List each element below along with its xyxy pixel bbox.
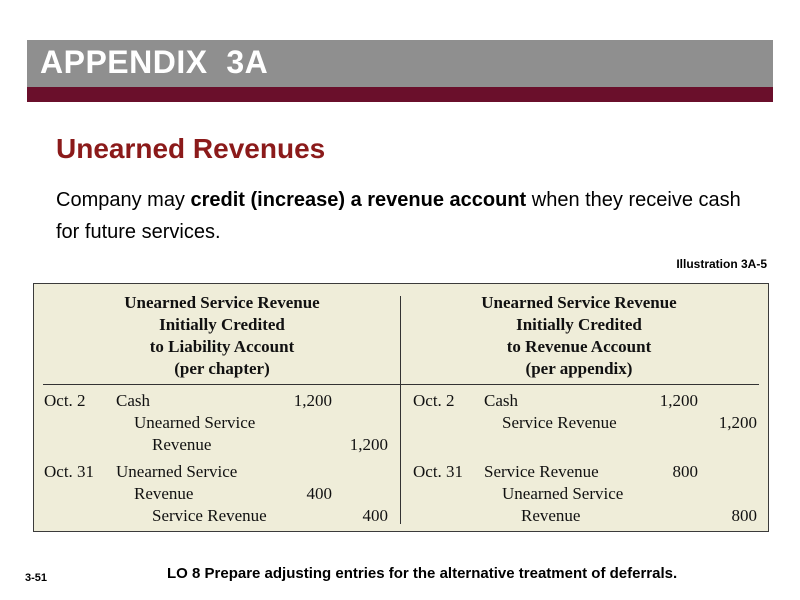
section-title: Unearned Revenues [56, 133, 326, 164]
banner-number: 3A [226, 44, 269, 80]
horizontal-divider [43, 384, 759, 385]
intro-paragraph [56, 184, 746, 248]
page-number: 3-51 [25, 572, 48, 584]
left-entry2-debit-line1: Unearned Service [116, 462, 238, 481]
intro-text-after: when they receive cash for future services. [56, 189, 741, 243]
right-header-line: (per appendix) [525, 359, 633, 378]
journal-illustration [33, 283, 769, 532]
right-entry2-credit-line1: Unearned Service [502, 484, 624, 503]
left-entry1-debit-account: Cash [116, 391, 150, 410]
right-header-line: Unearned Service Revenue [481, 293, 677, 312]
left-entry2-debit-amount: 400 [306, 484, 332, 503]
intro-text-before: Company may [56, 189, 191, 211]
left-entry1-debit-amount: 1,200 [293, 391, 332, 410]
left-header-line: to Liability Account [149, 337, 295, 356]
banner-title [40, 44, 268, 81]
left-header-line: Unearned Service Revenue [124, 293, 320, 312]
left-entry1-credit-line2: Revenue [152, 435, 212, 454]
intro-emphasis: credit (increase) a revenue account [190, 189, 527, 211]
right-entry1-date: Oct. 2 [413, 391, 455, 410]
vertical-divider [400, 296, 401, 524]
right-entry1-credit-amount: 1,200 [718, 413, 757, 432]
left-entry2-credit-account: Service Revenue [152, 506, 267, 525]
left-entry2-credit-amount: 400 [362, 506, 388, 525]
right-header-line: Initially Credited [516, 315, 642, 334]
right-header-line: to Revenue Account [506, 337, 652, 356]
banner-label: APPENDIX [40, 44, 208, 80]
left-entry2-debit-line2: Revenue [134, 484, 194, 503]
right-entry1-credit-account: Service Revenue [502, 413, 617, 432]
illustration-label: Illustration 3A-5 [676, 257, 767, 271]
learning-objective: LO 8 Prepare adjusting entries for the alternative treatment of deferrals. [167, 565, 678, 582]
right-entry2-debit-amount: 800 [672, 462, 698, 481]
right-entry1-debit-amount: 1,200 [659, 391, 698, 410]
banner-stripe [27, 87, 773, 102]
left-header-line: (per chapter) [174, 359, 270, 378]
left-entry1-credit-amount: 1,200 [349, 435, 388, 454]
left-entry1-date: Oct. 2 [44, 391, 86, 410]
right-entry2-credit-line2: Revenue [521, 506, 581, 525]
right-entry2-debit-account: Service Revenue [484, 462, 599, 481]
right-entry2-credit-amount: 800 [731, 506, 757, 525]
left-panel-header [52, 292, 392, 380]
right-entry1-debit-account: Cash [484, 391, 518, 410]
left-entry1-credit-line1: Unearned Service [134, 413, 256, 432]
right-panel-header [409, 292, 749, 380]
right-entry2-date: Oct. 31 [413, 462, 464, 481]
left-header-line: Initially Credited [159, 315, 285, 334]
left-entry2-date: Oct. 31 [44, 462, 95, 481]
